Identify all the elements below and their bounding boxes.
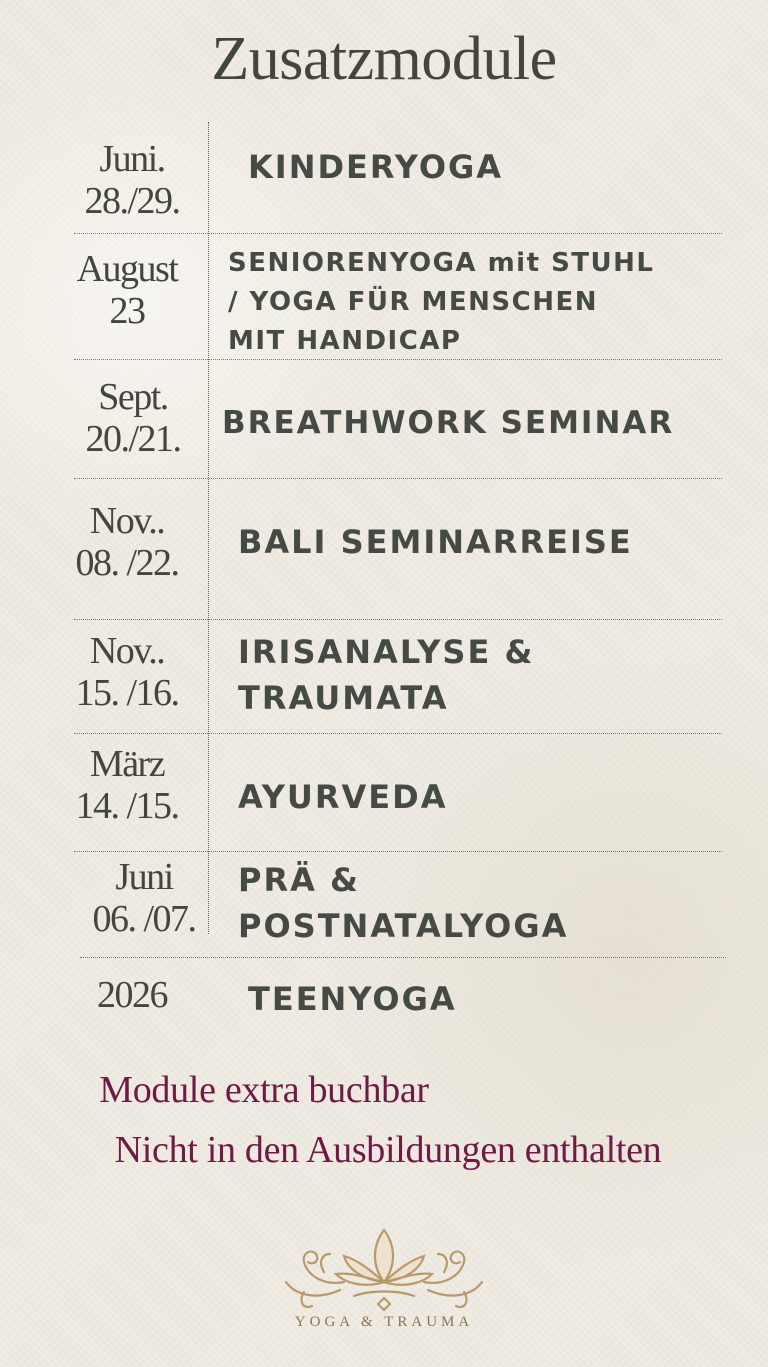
logo-text: YOGA & TRAUMA: [294, 1314, 474, 1330]
row-separator: [74, 233, 722, 234]
module-name: IRISANALYSE & TRAUMATA: [238, 633, 535, 717]
module-name: KINDERYOGA: [248, 148, 504, 186]
module-name: TEENYOGA: [248, 980, 457, 1018]
module-date: Juni. 28./29.: [84, 138, 180, 222]
module-name: BALI SEMINARREISE: [238, 523, 633, 561]
row-separator: [74, 733, 722, 734]
row-separator: [74, 478, 722, 479]
module-date: 2026: [97, 974, 167, 1016]
row-separator: [74, 619, 722, 620]
lotus-icon: [274, 1212, 494, 1352]
module-name: PRÄ & POSTNATALYOGA: [238, 861, 569, 945]
module-name: BREATHWORK SEMINAR: [222, 405, 675, 441]
row-separator: [74, 851, 722, 852]
module-date: Nov.. 15. /16.: [75, 630, 179, 714]
module-date: Nov.. 08. /22.: [75, 500, 179, 584]
table-divider-vertical: [208, 122, 209, 934]
module-name: SENIORENYOGA mit STUHL / YOGA FÜR MENSCHEN MIT HANDICAP: [228, 248, 655, 356]
module-date: August 23: [76, 248, 178, 332]
row-separator: [80, 957, 726, 958]
module-date: Juni 06. /07.: [92, 856, 196, 940]
note-bookable: Module extra buchbar: [99, 1069, 429, 1111]
page-title: Zusatzmodule: [211, 25, 557, 93]
module-date: Sept. 20./21.: [85, 376, 181, 460]
module-name: AYURVEDA: [238, 778, 448, 816]
note-not-included: Nicht in den Ausbildungen enthalten: [114, 1129, 662, 1171]
module-date: März 14. /15.: [75, 743, 179, 827]
